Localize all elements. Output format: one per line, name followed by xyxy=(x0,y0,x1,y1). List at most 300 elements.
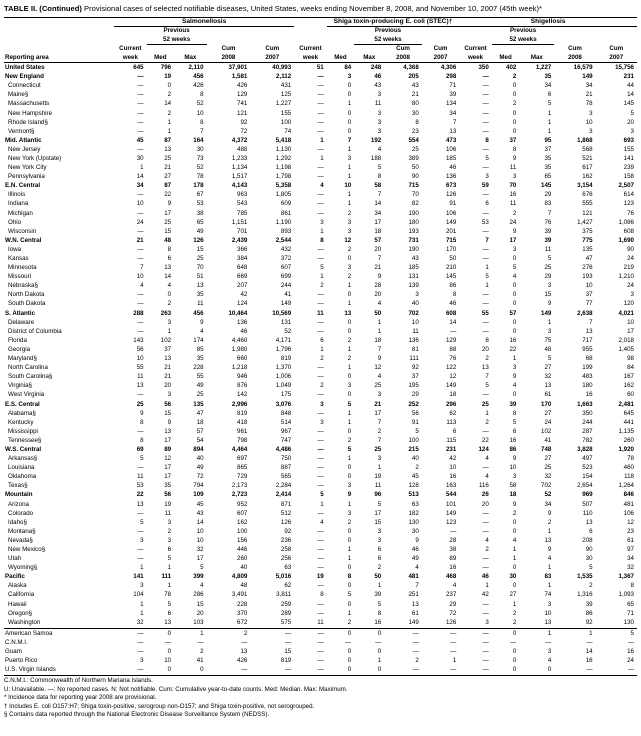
row-cell: 2 xyxy=(512,100,517,108)
row-cell: 11 xyxy=(317,618,324,626)
row-cell: — xyxy=(137,391,144,399)
row-cell: 1 xyxy=(547,109,552,117)
row-cell: 130 xyxy=(623,618,634,626)
row-cell: 9 xyxy=(512,455,517,463)
row-cell: 45 xyxy=(196,500,204,508)
row-cell: 701 xyxy=(237,227,248,235)
table-row xyxy=(4,563,637,572)
row-cell: 13 xyxy=(164,427,172,435)
row-cell: 8 xyxy=(485,336,489,344)
row-cell: — xyxy=(317,527,324,535)
row-cell: 1,517 xyxy=(231,173,248,181)
row-cell: 85 xyxy=(196,345,204,353)
row-cell: 0 xyxy=(377,666,382,674)
row-area-label: Wyoming§ xyxy=(8,564,38,572)
row-cell: 126 xyxy=(445,618,457,626)
row-cell: — xyxy=(285,666,292,674)
row-cell: — xyxy=(482,318,489,326)
row-cell: 507 xyxy=(582,500,593,508)
row-cell: 130 xyxy=(408,518,419,526)
row-cell: 16 xyxy=(509,436,517,444)
row-cell: 27 xyxy=(544,364,552,372)
row-cell: 25 xyxy=(164,218,172,226)
row-cell: 7 xyxy=(485,373,489,381)
row-cell: 2 xyxy=(415,464,419,472)
table-row xyxy=(4,290,637,299)
row-cell: 21 xyxy=(164,164,172,172)
row-cell: 0 xyxy=(512,527,517,535)
row-area-label: North Dakota xyxy=(8,291,45,299)
row-cell: — xyxy=(627,638,634,646)
row-cell: 6 xyxy=(452,427,457,435)
row-area-label: E.S. Central xyxy=(5,400,40,408)
row-cell: 1 xyxy=(347,546,352,553)
table-row xyxy=(4,72,637,81)
row-cell: — xyxy=(412,638,419,646)
row-cell: 244 xyxy=(280,282,292,290)
row-cell: 9 xyxy=(377,355,382,363)
row-cell: 483 xyxy=(582,373,593,381)
row-cell: 5 xyxy=(140,455,144,463)
row-cell: 5 xyxy=(415,427,419,435)
row-cell: 110 xyxy=(582,509,593,517)
col-max-salmonellosis: Max xyxy=(174,45,207,63)
row-cell: 702 xyxy=(408,309,419,317)
row-cell: 9 xyxy=(512,227,517,235)
row-cell: 1,093 xyxy=(618,591,634,599)
row-cell: 1 xyxy=(320,345,324,353)
table-row xyxy=(4,318,637,327)
row-cell: 83 xyxy=(544,573,552,581)
row-cell: 1,920 xyxy=(618,445,634,453)
row-cell: 175 xyxy=(280,391,292,399)
row-cell: 6 xyxy=(167,255,172,262)
row-cell: 24 xyxy=(627,255,634,262)
row-cell: 0 xyxy=(347,109,352,117)
row-cell: 5 xyxy=(200,564,204,572)
row-cell: 14 xyxy=(196,518,204,526)
row-cell: — xyxy=(450,327,457,335)
row-cell: 1 xyxy=(320,273,324,281)
row-cell: 13 xyxy=(344,309,352,317)
row-cell: 35 xyxy=(544,164,552,172)
row-cell: 47 xyxy=(196,409,204,417)
row-area-label: Guam xyxy=(5,648,22,656)
row-area-label: New York (Upstate) xyxy=(8,154,62,162)
row-cell: 298 xyxy=(445,73,457,81)
row-cell: 669 xyxy=(237,273,248,281)
row-cell: 1 xyxy=(377,582,382,590)
row-cell: 125 xyxy=(280,91,292,99)
table-row xyxy=(4,390,637,399)
row-cell: 617 xyxy=(582,164,593,172)
row-cell: 42 xyxy=(449,455,457,463)
row-cell: 76 xyxy=(449,355,457,363)
row-cell: — xyxy=(137,82,144,90)
row-cell: 715 xyxy=(445,236,457,244)
row-cell: 84 xyxy=(344,64,352,72)
row-cell: 237 xyxy=(445,591,457,599)
row-cell: 57 xyxy=(374,236,382,244)
row-cell: 27 xyxy=(509,591,517,599)
row-cell: 102 xyxy=(541,427,552,435)
row-cell: 796 xyxy=(160,64,172,72)
row-cell: — xyxy=(482,666,489,674)
row-cell: 55 xyxy=(196,373,204,381)
row-cell: — xyxy=(345,638,352,646)
row-cell: 2 xyxy=(347,355,352,363)
row-cell: 1 xyxy=(547,527,552,535)
row-cell: — xyxy=(197,638,204,646)
row-cell: 565 xyxy=(280,473,292,481)
row-cell: 15 xyxy=(164,227,172,235)
row-area-label: North Carolina xyxy=(8,364,48,372)
row-cell: 2,654 xyxy=(577,482,593,490)
row-cell: 19 xyxy=(316,573,324,581)
row-cell: 84 xyxy=(627,364,634,372)
row-area-label: New Hampshire xyxy=(8,109,53,117)
row-cell: — xyxy=(482,518,489,526)
row-cell: 456 xyxy=(193,73,204,81)
row-cell: 1 xyxy=(347,364,352,372)
row-cell: 2 xyxy=(347,618,352,626)
row-cell: 289 xyxy=(280,609,292,617)
row-cell: 69 xyxy=(136,445,144,453)
row-cell: 219 xyxy=(623,264,634,272)
row-cell: 2 xyxy=(320,282,324,290)
row-cell: 78 xyxy=(627,455,634,463)
row-cell: 1 xyxy=(200,629,204,637)
row-cell: 9 xyxy=(512,373,517,381)
row-cell: 149 xyxy=(445,509,457,517)
row-cell: 3,811 xyxy=(276,591,292,599)
row-cell: 4 xyxy=(547,555,552,563)
row-cell: 1 xyxy=(347,609,352,617)
row-cell: 49 xyxy=(196,464,204,472)
table-row xyxy=(4,190,637,199)
row-cell: 258 xyxy=(280,546,292,553)
table-row xyxy=(4,527,637,536)
row-cell: 39 xyxy=(374,591,382,599)
footnotes xyxy=(4,677,637,719)
row-cell: 0 xyxy=(512,657,517,665)
row-cell: 25 xyxy=(374,382,382,390)
row-cell: 955 xyxy=(582,345,593,353)
row-area-label: Tennessee§ xyxy=(8,436,42,444)
row-cell: 178 xyxy=(193,182,204,190)
row-cell: 4 xyxy=(512,536,517,544)
row-cell: 288 xyxy=(133,309,144,317)
row-cell: 2,284 xyxy=(275,482,292,490)
footnote-3: † Includes E. coli O157:H7; Shiga toxin-positive, serogroup non-O157; and Shiga toxin-positive, not serogrouped. xyxy=(4,702,315,710)
row-area-label: Missouri xyxy=(8,273,32,281)
row-cell: 286 xyxy=(193,591,204,599)
row-cell: 967 xyxy=(280,427,292,435)
row-cell: 21 xyxy=(164,373,172,381)
row-cell: 89 xyxy=(164,445,172,453)
row-area-label: W.N. Central xyxy=(5,236,42,244)
row-cell: 5 xyxy=(347,445,352,453)
row-cell: 35 xyxy=(164,482,172,490)
row-cell: 113 xyxy=(446,418,457,426)
table-row xyxy=(4,545,637,554)
row-cell: 35 xyxy=(544,73,552,81)
row-cell: 40 xyxy=(240,564,248,572)
row-cell: 15 xyxy=(196,600,204,608)
row-cell: 676 xyxy=(582,191,593,199)
row-cell: — xyxy=(317,100,324,108)
row-cell: 21 xyxy=(374,264,382,272)
row-cell: 18 xyxy=(509,491,517,499)
row-cell: 40 xyxy=(411,300,419,308)
row-cell: 473 xyxy=(445,136,457,144)
row-cell: 13 xyxy=(585,327,593,335)
row-cell: 40 xyxy=(411,455,419,463)
row-cell: 6 xyxy=(167,546,172,553)
row-area-label: Georgia xyxy=(8,345,31,353)
row-cell: 3,076 xyxy=(275,400,292,408)
row-cell: 1 xyxy=(167,127,172,135)
row-cell: 90 xyxy=(627,245,634,253)
row-cell: — xyxy=(450,666,457,674)
row-cell: 24 xyxy=(136,218,144,226)
row-cell: 8 xyxy=(452,291,457,299)
row-cell: 65 xyxy=(544,173,552,181)
row-cell: 782 xyxy=(582,436,593,444)
row-cell: 3 xyxy=(167,518,172,526)
table-row xyxy=(4,209,637,218)
col-cum2008-shigellosis: Cum 2008 xyxy=(554,45,595,63)
row-cell: — xyxy=(482,648,489,656)
row-cell: 32 xyxy=(627,564,634,572)
row-cell: — xyxy=(317,445,324,453)
row-cell: 78 xyxy=(196,173,204,181)
row-cell: 0 xyxy=(347,527,352,535)
row-cell: 18 xyxy=(374,336,382,344)
row-area-label: Indiana xyxy=(8,200,29,208)
row-cell: 42 xyxy=(240,291,248,299)
row-cell: 0 xyxy=(512,127,517,135)
row-cell: — xyxy=(482,164,489,172)
row-cell: 100 xyxy=(280,118,292,126)
row-cell: 56 xyxy=(136,345,144,353)
row-cell: — xyxy=(317,564,324,572)
table-row xyxy=(4,336,637,345)
row-cell: 7 xyxy=(347,136,352,144)
row-cell: — xyxy=(317,300,324,308)
row-cell: 1 xyxy=(140,564,144,572)
row-cell: 4 xyxy=(377,145,382,153)
row-area-label: Alabama§ xyxy=(8,409,36,417)
row-cell: 24 xyxy=(509,218,517,226)
row-cell: 155 xyxy=(623,145,634,153)
row-cell: — xyxy=(482,391,489,399)
row-area-label: Nebraska§ xyxy=(8,282,38,290)
row-cell: 25 xyxy=(196,255,204,262)
row-cell: 3,154 xyxy=(577,182,593,190)
row-cell: 46 xyxy=(449,300,457,308)
row-cell: — xyxy=(482,638,489,646)
row-cell: 124 xyxy=(237,300,248,308)
row-cell: 61 xyxy=(627,536,634,544)
row-cell: 11 xyxy=(509,200,517,208)
row-cell: 43 xyxy=(374,82,382,90)
row-cell: 13 xyxy=(240,648,248,656)
row-cell: 1 xyxy=(347,191,352,199)
row-cell: 96 xyxy=(374,491,382,499)
row-cell: 5 xyxy=(547,255,552,262)
row-cell: 5 xyxy=(630,629,634,637)
row-cell: 56 xyxy=(164,491,172,499)
row-cell: 16 xyxy=(509,336,517,344)
row-cell: 4 xyxy=(452,582,457,590)
row-area-label: Delaware xyxy=(8,318,35,326)
row-cell: 3 xyxy=(320,400,324,408)
row-cell: 0 xyxy=(347,536,352,544)
row-cell: 0 xyxy=(347,127,352,135)
header-row-subgroups xyxy=(4,27,637,45)
row-cell: 10,464 xyxy=(228,309,248,317)
row-cell: 65 xyxy=(627,600,634,608)
row-cell: 1,427 xyxy=(577,218,593,226)
row-cell: 4,460 xyxy=(231,336,248,344)
row-cell: 74 xyxy=(284,127,292,135)
row-cell: 141 xyxy=(623,154,634,162)
row-cell: 131 xyxy=(408,273,419,281)
row-cell: 418 xyxy=(237,418,248,426)
row-cell: 35 xyxy=(196,355,204,363)
row-cell: — xyxy=(317,464,324,472)
row-cell: 34 xyxy=(374,209,382,217)
table-row xyxy=(4,127,637,136)
row-cell: 3 xyxy=(377,455,382,463)
table-row xyxy=(4,445,637,454)
row-cell: 1 xyxy=(140,609,144,617)
row-cell: 252 xyxy=(408,400,419,408)
row-cell: 43 xyxy=(196,509,204,517)
table-row xyxy=(4,236,637,245)
row-cell: — xyxy=(137,255,144,262)
row-cell: 2,173 xyxy=(231,482,248,490)
col-med-salmonellosis: Med xyxy=(147,45,175,63)
row-cell: 0 xyxy=(347,91,352,99)
row-cell: 0 xyxy=(512,282,517,290)
table-row xyxy=(4,572,637,581)
row-cell: 126 xyxy=(280,518,292,526)
row-cell: 702 xyxy=(541,482,552,490)
row-cell: 17 xyxy=(627,327,634,335)
table-row xyxy=(4,163,637,172)
table-row xyxy=(4,154,637,163)
row-cell: 51 xyxy=(196,273,204,281)
row-cell: 149 xyxy=(445,218,457,226)
row-cell: 1 xyxy=(547,582,552,590)
row-cell: 90 xyxy=(585,546,593,553)
row-cell: 456 xyxy=(193,309,204,317)
row-cell: 3 xyxy=(377,127,382,135)
row-cell: — xyxy=(241,638,248,646)
table-row xyxy=(4,218,637,227)
row-cell: 32 xyxy=(544,373,552,381)
row-cell: 40 xyxy=(196,455,204,463)
row-cell: 3 xyxy=(320,218,324,226)
row-cell: — xyxy=(137,318,144,326)
row-cell: 54 xyxy=(196,436,204,444)
row-cell: 8 xyxy=(167,245,172,253)
row-cell: 15 xyxy=(544,291,552,299)
row-cell: 5 xyxy=(547,100,552,108)
row-cell: 1,151 xyxy=(231,218,248,226)
row-cell: — xyxy=(317,427,324,435)
row-cell: 1,227 xyxy=(535,64,552,72)
table-caption-label: TABLE II. (Continued) xyxy=(4,4,82,13)
row-cell: 0 xyxy=(512,391,517,399)
row-cell: — xyxy=(450,648,457,656)
row-cell: 55 xyxy=(136,364,144,372)
table-row xyxy=(4,381,637,390)
row-cell: 9 xyxy=(140,409,144,417)
row-cell: 2,439 xyxy=(231,236,248,244)
row-cell: 0 xyxy=(347,291,352,299)
row-cell: 65 xyxy=(196,218,204,226)
row-cell: 9 xyxy=(512,500,517,508)
row-cell: — xyxy=(317,648,324,656)
table-row xyxy=(4,354,637,363)
row-cell: 19 xyxy=(164,73,172,81)
row-cell: 21 xyxy=(374,400,382,408)
row-cell: 34 xyxy=(136,182,144,190)
row-cell: 13 xyxy=(196,282,204,290)
row-cell: 794 xyxy=(193,482,204,490)
row-cell: 80 xyxy=(411,100,419,108)
table-row xyxy=(4,81,637,90)
row-cell: 946 xyxy=(237,373,248,381)
row-cell: — xyxy=(137,464,144,472)
row-cell: 0 xyxy=(512,91,517,99)
row-cell: 228 xyxy=(193,364,204,372)
row-area-label: U.S. Virgin Islands xyxy=(5,666,56,674)
row-cell: 37,901 xyxy=(228,64,248,72)
header-row-columns xyxy=(4,45,637,63)
row-area-label: California xyxy=(8,591,35,599)
row-cell: — xyxy=(412,629,419,637)
table-caption-rest: Provisional cases of selected notifiable diseases, United States, weeks ending November 8, 2008, and November 10, 2007 (45th week)* xyxy=(81,4,543,13)
row-cell: 2 xyxy=(512,509,517,517)
row-area-label: Louisiana xyxy=(8,464,35,472)
row-cell: 145 xyxy=(541,182,552,190)
row-cell: 49 xyxy=(196,227,204,235)
row-cell: 149 xyxy=(445,382,457,390)
row-cell: 16 xyxy=(449,564,457,572)
row-cell: 52 xyxy=(284,327,292,335)
row-cell: 10 xyxy=(411,318,419,326)
row-cell: 205 xyxy=(408,73,419,81)
row-cell: 103 xyxy=(193,618,204,626)
row-cell: 0 xyxy=(167,82,172,90)
row-cell: 952 xyxy=(237,500,248,508)
table-row xyxy=(4,281,637,290)
row-cell: 402 xyxy=(506,64,517,72)
row-cell: — xyxy=(137,245,144,253)
row-cell: — xyxy=(412,666,419,674)
row-cell: 16 xyxy=(627,648,634,656)
row-area-label: Maryland§ xyxy=(8,355,37,363)
row-cell: 871 xyxy=(280,500,292,508)
row-cell: 70 xyxy=(509,182,517,190)
row-cell: 555 xyxy=(582,200,593,208)
table-row xyxy=(4,618,637,627)
row-cell: 43 xyxy=(411,255,419,262)
